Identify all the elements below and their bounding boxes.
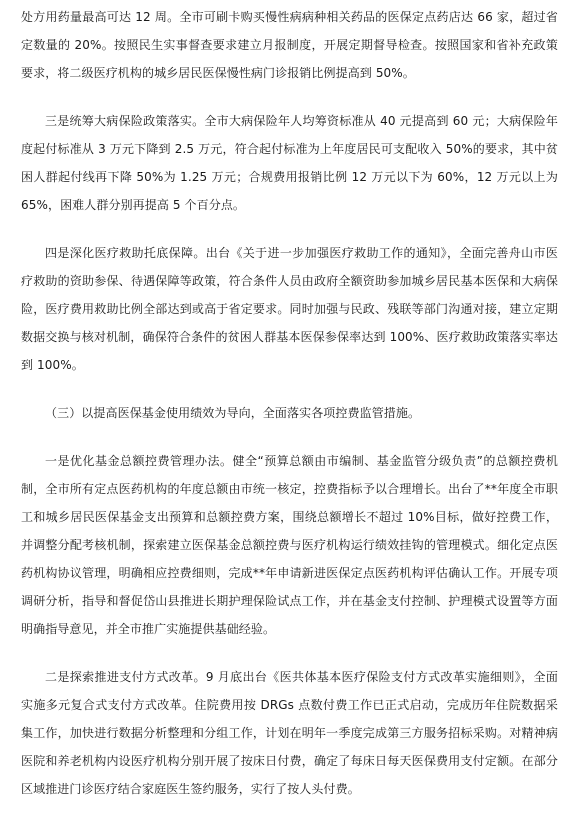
paragraph-total-budget-control: 一是优化基金总额控费管理办法。健全“预算总额由市编制、基金监管分级负责”的总额控费机制，全市所有定点医药机构的年度总额由市统一核定，控费指标予以合理增长。出台了**年度全市职工和城乡居民医保基金支出预算和总额控费方案，围绕总额增长不超过 10%目标，做好控费工作，并调整分配考核机制，探索建立医保基金总额控费与医疗机构运行绩效挂钩的管理模式。细化定点医药机构协议管理，明确相应控费细则，完成**年申请新进医保定点医药机构评估确认工作。开展专项调研分析，指导和督促岱山县推进长期护理保险试点工作，并在基金支付控制、护理模式设置等方面明确指导意见，并全市推广实施提供基础经验。 <box>21 454 558 636</box>
section-heading-cost-control: （三）以提高医保基金使用绩效为导向，全面落实各项控费监管措施。 <box>45 406 421 420</box>
paragraph-chronic-disease-continued: 处方用药量最高可达 12 周。全市可刷卡购买慢性病病种相关药品的医保定点药店达 66 家，超过省定数量的 20%。按照民生实事督查要求建立月报制度，开展定期督导检查。按照国家和省补充政策要求，将二级医疗机构的城乡居民医保慢性病门诊报销比例提高到 50%。 <box>21 10 558 80</box>
paragraph-payment-reform: 二是探索推进支付方式改革。9 月底出台《医共体基本医疗保险支付方式改革实施细则》，全面实施多元复合式支付方式改革。住院费用按 DRGs 点数付费工作已正式启动，完成历年住院数据采集工作，加快进行数据分析整理和分组工作，计划在明年一季度完成第三方服务招标采购。对精神病医院和养老机构内设医疗机构分别开展了按床日付费，确定了每床日每天医保费用支付定额。在部分区域推进门诊医疗结合家庭医生签约服务，实行了按人头付费。 <box>21 670 558 796</box>
paragraph-medical-assistance: 四是深化医疗救助托底保障。出台《关于进一步加强医疗救助工作的通知》，全面完善舟山市医疗救助的资助参保、待遇保障等政策，符合条件人员由政府全额资助参加城乡居民基本医保和大病保险，医疗费用救助比例全部达到或高于省定要求。同时加强与民政、残联等部门沟通对接，建立定期数据交换与核对机制，确保符合条件的贫困人群基本医保参保率达到 100%、医疗救助政策落实率达到 100%。 <box>21 246 558 372</box>
paragraph-critical-illness-insurance: 三是统筹大病保险政策落实。全市大病保险年人均筹资标准从 40 元提高到 60 元；大病保险年度起付标准从 3 万元下降到 2.5 万元，符合起付标准为上年度居民可支配收入 50%的要求，其中贫困人群起付线再下降 50%为 1.25 万元；合规费用报销比例 12 万元以下为 60%，12 万元以上为 65%，困难人群分别再提高 5 个百分点。 <box>21 114 558 212</box>
